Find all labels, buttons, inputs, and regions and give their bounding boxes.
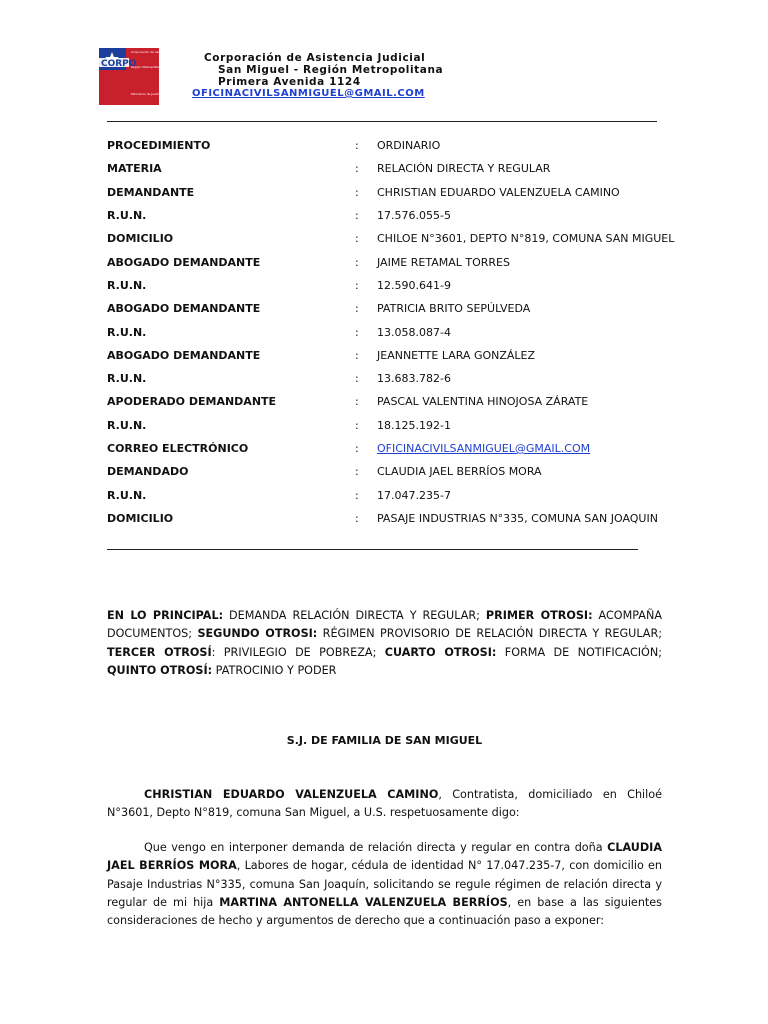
info-label: R.U.N. bbox=[107, 325, 147, 339]
info-label: R.U.N. bbox=[107, 418, 147, 432]
otrosi2-label: SEGUNDO OTROSI: bbox=[197, 627, 318, 641]
info-colon: : bbox=[355, 209, 359, 223]
body-paragraph-1 bbox=[107, 786, 662, 823]
info-value: PATRICIA BRITO SEPÚLVEDA bbox=[377, 302, 531, 316]
case-info-table bbox=[107, 134, 674, 530]
info-label: PROCEDIMIENTO bbox=[107, 139, 211, 153]
info-label: ABOGADO DEMANDANTE bbox=[107, 255, 261, 269]
info-row bbox=[107, 250, 674, 273]
body-paragraph-2-text2: , Labores de hogar, cédula de identidad N° 17.047.235-7, con domicilio en Pasaje Industrias N°335, comuna San Joaquín, solicitando se regule régimen de relación directa y regular de mi hija bbox=[107, 859, 662, 909]
info-row bbox=[107, 483, 674, 506]
letterhead-email-link[interactable]: OFICINACIVILSANMIGUEL@GMAIL.COM bbox=[192, 88, 425, 99]
info-label: R.U.N. bbox=[107, 488, 147, 502]
principal-text: DEMANDA RELACIÓN DIRECTA Y REGULAR; bbox=[223, 609, 486, 622]
otrosi1-label: PRIMER OTROSI: bbox=[485, 609, 593, 622]
info-value: 12.590.641-9 bbox=[377, 278, 451, 292]
info-row bbox=[107, 297, 674, 320]
info-value: PASAJE INDUSTRIAS N°335, COMUNA SAN JOAQUIN bbox=[377, 511, 658, 525]
info-value: RELACIÓN DIRECTA Y REGULAR bbox=[377, 162, 551, 176]
info-value bbox=[377, 437, 674, 460]
info-label: ABOGADO DEMANDANTE bbox=[107, 348, 261, 362]
info-colon: : bbox=[355, 465, 359, 479]
info-value: ORDINARIO bbox=[377, 139, 441, 153]
info-value: 13.683.782-6 bbox=[377, 372, 451, 386]
top-divider bbox=[107, 121, 657, 122]
info-colon: : bbox=[355, 162, 359, 176]
info-label: APODERADO DEMANDANTE bbox=[107, 395, 277, 409]
info-row bbox=[107, 274, 674, 297]
info-row bbox=[107, 181, 674, 204]
info-value: JEANNETTE LARA GONZÁLEZ bbox=[377, 348, 536, 362]
info-value: CHILOE N°3601, DEPTO N°819, COMUNA SAN MIGUEL bbox=[377, 232, 675, 246]
info-colon: : bbox=[355, 348, 359, 362]
info-row bbox=[107, 227, 674, 250]
body-paragraph-2 bbox=[107, 839, 662, 930]
body-paragraph-1-text: , Contratista, domiciliado en Chiloé N°3601, Depto N°819, comuna San Miguel, a U.S. respetuosamente digo: bbox=[107, 788, 663, 820]
info-value: JAIME RETAMAL TORRES bbox=[377, 255, 510, 269]
info-label: MATERIA bbox=[107, 162, 162, 176]
info-value: 18.125.192-1 bbox=[377, 418, 451, 432]
info-row bbox=[107, 344, 674, 367]
info-colon: : bbox=[355, 325, 359, 339]
defendant-name: CLAUDIA JAEL BERRÍOS MORA bbox=[107, 841, 662, 873]
info-row bbox=[107, 367, 674, 390]
info-colon: : bbox=[355, 139, 359, 153]
info-value: CLAUDIA JAEL BERRÍOS MORA bbox=[377, 465, 542, 479]
info-colon: : bbox=[355, 255, 359, 269]
letterhead bbox=[192, 52, 443, 100]
corpo-logo bbox=[99, 48, 182, 105]
info-colon: : bbox=[355, 418, 359, 432]
otrosi4-label: CUARTO OTROSI: bbox=[384, 645, 497, 659]
info-row bbox=[107, 134, 674, 157]
letterhead-line3: Primera Avenida 1124 bbox=[218, 76, 361, 88]
info-row bbox=[107, 204, 674, 227]
principal-label: EN LO PRINCIPAL: bbox=[107, 609, 224, 622]
info-label: DOMICILIO bbox=[107, 232, 174, 246]
info-colon: : bbox=[355, 302, 359, 316]
info-row bbox=[107, 507, 674, 530]
info-label: DEMANDADO bbox=[107, 465, 189, 479]
letterhead-line1: Corporación de Asistencia Judicial bbox=[204, 52, 426, 64]
info-row bbox=[107, 460, 674, 483]
info-row bbox=[107, 390, 674, 413]
otrosi3-label: TERCER OTROSÍ bbox=[107, 645, 212, 659]
otrosi2-text: RÉGIMEN PROVISORIO DE RELACIÓN DIRECTA Y REGULAR; bbox=[317, 627, 663, 641]
info-row bbox=[107, 414, 674, 437]
otrosi5-text: PATROCINIO Y PODER bbox=[212, 663, 337, 677]
info-value: 17.576.055-5 bbox=[377, 209, 451, 223]
otrosi4-text: FORMA DE NOTIFICACIÓN; bbox=[496, 645, 662, 659]
logo-sub3: Ministerio de Justicia bbox=[131, 92, 162, 96]
court-title: S.J. DE FAMILIA DE SAN MIGUEL bbox=[286, 734, 483, 747]
info-label: R.U.N. bbox=[107, 372, 147, 386]
summary-paragraph bbox=[107, 607, 662, 680]
info-colon: : bbox=[355, 488, 359, 502]
otrosi1-text: ACOMPAÑA DOCUMENTOS; bbox=[107, 609, 662, 641]
body-paragraph-2-text1: Que vengo en interponer demanda de relación directa y regular en contra doña bbox=[144, 841, 608, 854]
info-colon: : bbox=[355, 278, 359, 292]
logo-sub1: Corporación de Asistencia Judicial bbox=[131, 50, 182, 54]
info-value: PASCAL VALENTINA HINOJOSA ZÁRATE bbox=[377, 395, 589, 409]
info-colon: : bbox=[355, 232, 359, 246]
info-row bbox=[107, 437, 674, 460]
info-value: CHRISTIAN EDUARDO VALENZUELA CAMINO bbox=[377, 185, 620, 199]
otrosi3-text: : PRIVILEGIO DE POBREZA; bbox=[211, 645, 385, 659]
info-colon: : bbox=[355, 395, 359, 409]
info-label: DEMANDANTE bbox=[107, 185, 195, 199]
info-colon: : bbox=[355, 511, 359, 525]
info-label: R.U.N. bbox=[107, 278, 147, 292]
info-row bbox=[107, 157, 674, 180]
info-colon: : bbox=[355, 185, 359, 199]
info-label: ABOGADO DEMANDANTE bbox=[107, 302, 261, 316]
letterhead-line2: San Miguel - Región Metropolitana bbox=[218, 64, 444, 76]
info-row bbox=[107, 320, 674, 343]
plaintiff-name: CHRISTIAN EDUARDO VALENZUELA CAMINO bbox=[144, 788, 439, 801]
logo-sub2: Región Metropolitana bbox=[131, 65, 163, 69]
child-name: MARTINA ANTONELLA VALENZUELA BERRÍOS bbox=[219, 895, 508, 909]
info-label: DOMICILIO bbox=[107, 511, 174, 525]
info-label: CORREO ELECTRÓNICO bbox=[107, 442, 249, 455]
email-link[interactable]: OFICINACIVILSANMIGUEL@GMAIL.COM bbox=[377, 442, 591, 455]
body-paragraph-2-text3: , en base a las siguientes consideraciones de hecho y argumentos de derecho que a continuación paso a exponer: bbox=[107, 895, 663, 928]
bottom-divider bbox=[107, 549, 638, 550]
logo-text: CORPO bbox=[101, 59, 137, 69]
info-colon: : bbox=[355, 372, 359, 386]
info-value: 17.047.235-7 bbox=[377, 488, 451, 502]
info-colon: : bbox=[355, 442, 359, 455]
info-value: 13.058.087-4 bbox=[377, 325, 451, 339]
info-label: R.U.N. bbox=[107, 209, 147, 223]
otrosi5-label: QUINTO OTROSÍ: bbox=[107, 663, 213, 677]
